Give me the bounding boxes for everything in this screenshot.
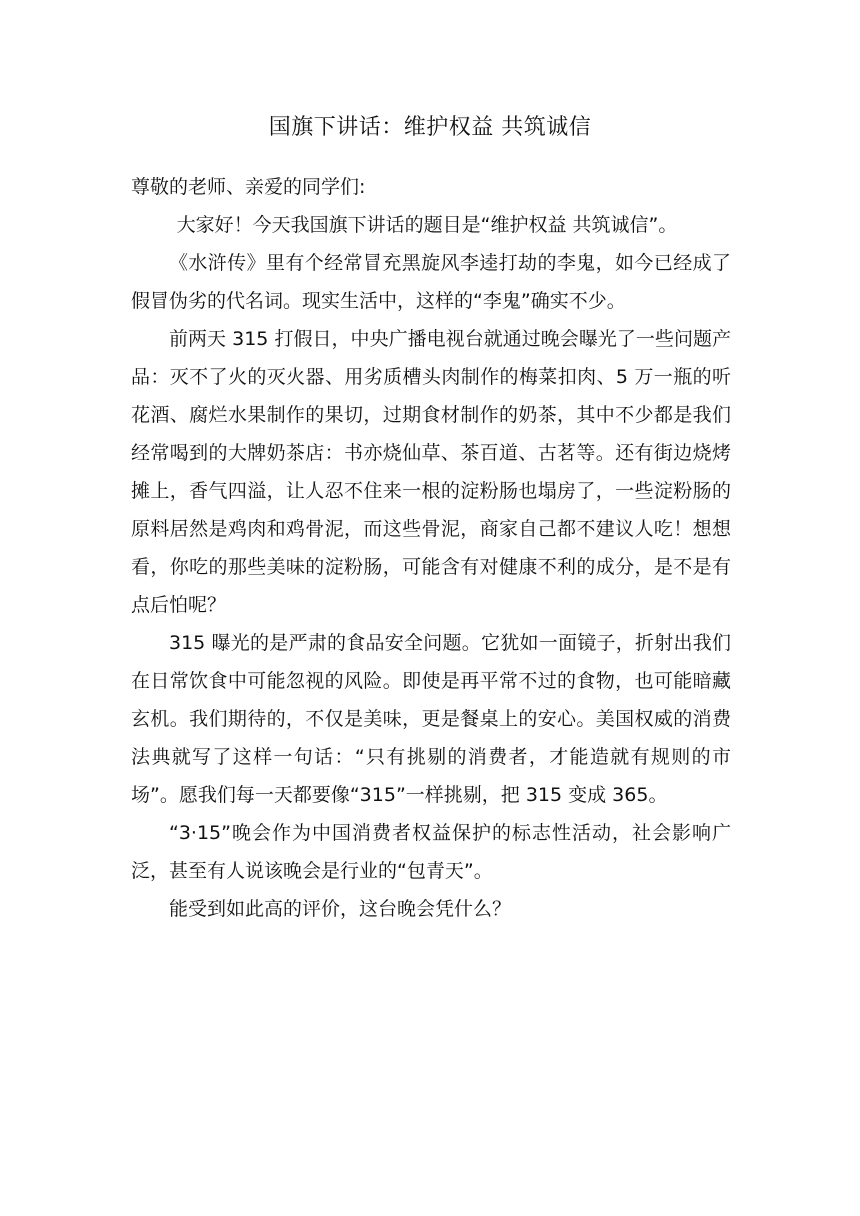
salutation: 尊敬的老师、亲爱的同学们:	[131, 176, 366, 198]
paragraph-315-exposure: 前两天 315 打假日，中央广播电视台就通过晚会曝光了一些问题产品：灭不了火的灭火器、用劣质槽头肉制作的梅菜扣肉、5 万一瓶的听花酒、腐烂水果制作的果切，过期食材制作的奶茶，其中不少都是我们经常喝到的大牌奶茶店：书亦烧仙草、茶百道、古茗等。还有街边烧烤摊上，香气四溢，让人忍不住来一根的淀粉肠也塌房了，一些淀粉肠的原料居然是鸡肉和鸡骨泥，而这些骨泥，商家自己都不建议人吃！想想看，你吃的那些美味的淀粉肠，可能含有对健康不利的成分，是不是有点后怕呢？	[131, 328, 731, 616]
paragraph-greeting: 大家好！今天我国旗下讲话的题目是“维护权益 共筑诚信”。	[176, 214, 678, 236]
paragraph-question: 能受到如此高的评价，这台晚会凭什么？	[169, 898, 512, 920]
document-title: 国旗下讲话：维护权益 共筑诚信	[268, 115, 592, 140]
paragraph-li-gui: 《水浒传》里有个经常冒充黑旋风李逵打劫的李鬼，如今已经成了假冒伪劣的代名词。现实生活中，这样的“李鬼”确实不少。	[131, 252, 731, 312]
paragraph-food-safety: 315 曝光的是严肃的食品安全问题。它犹如一面镜子，折射出我们在日常饮食中可能忽视的风险。即使是再平常不过的食物，也可能暗藏玄机。我们期待的，不仅是美味，更是餐桌上的安心。美国权威的消费法典就写了这样一句话：“只有挑剔的消费者，才能造就有规则的市场”。愿我们每一天都要像“315”一样挑剔，把 315 变成 365。	[131, 632, 731, 806]
paragraph-gala-influence: “3·15”晚会作为中国消费者权益保护的标志性活动，社会影响广泛，甚至有人说该晚会是行业的“包青天”。	[131, 822, 731, 882]
document-body	[131, 168, 731, 928]
